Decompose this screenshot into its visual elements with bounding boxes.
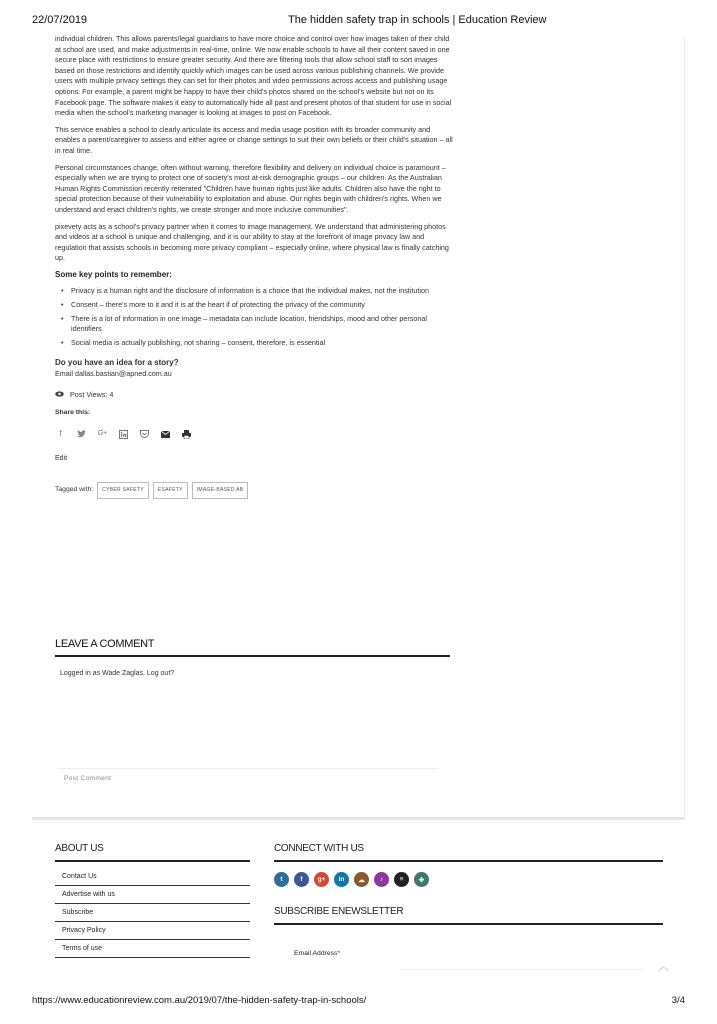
email-address-label [294, 950, 340, 957]
post-views [55, 390, 455, 401]
pocket-share-icon[interactable] [139, 429, 150, 440]
subscribe-heading: SUBSCRIBE ENEWSLETTER [274, 906, 663, 925]
list-item: • Consent – there's more to it and it is at the heart if of protecting the privacy of the community [65, 300, 455, 311]
share-label: Share this: [55, 409, 91, 417]
print-date: 22/07/2019 [32, 14, 88, 26]
footer-link-terms[interactable]: Terms of use [55, 940, 250, 958]
footer-link-subscribe[interactable]: Subscribe [55, 904, 250, 922]
key-points-list [55, 286, 455, 348]
print-footer [32, 995, 685, 1006]
twitter-icon[interactable]: t [274, 872, 289, 887]
eye-icon [55, 390, 64, 401]
connect-column [274, 843, 663, 887]
stitcher-icon[interactable]: ≡ [394, 872, 409, 887]
subscribe-column [274, 906, 663, 925]
linkedin-icon[interactable]: in [334, 872, 349, 887]
print-title: The hidden safety trap in schools | Education Review [288, 14, 547, 26]
story-idea [55, 358, 455, 379]
list-item: • There is a lot of information in one image – metadata can include location, friendships, mood and other personal identifiers [65, 314, 455, 335]
tags-row [55, 482, 455, 499]
soundcloud-icon[interactable]: ☁ [354, 872, 369, 887]
logged-in-text[interactable]: Logged in as Wade Zaglas. Log out? [60, 670, 175, 677]
social-icons [274, 872, 663, 887]
comment-textarea[interactable] [58, 690, 438, 769]
list-item: • Privacy is a human right and the disclosure of information is a choice that the individual makes, not the institution [65, 286, 455, 297]
key-points-heading: Some key points to remember: [55, 269, 172, 279]
about-us-heading: ABOUT US [55, 843, 250, 862]
about-us-column [55, 843, 250, 958]
email-label-text: Email Address [294, 950, 338, 957]
google-plus-icon[interactable]: g+ [314, 872, 329, 887]
content-border [684, 36, 685, 816]
page-number: 3/4 [671, 995, 685, 1006]
footer-link-privacy[interactable]: Privacy Policy [55, 922, 250, 940]
facebook-share-icon[interactable]: f [59, 429, 62, 439]
story-heading: Do you have an idea for a story? [55, 358, 179, 368]
print-header [32, 14, 685, 28]
story-email-link[interactable]: Email dallas.bastian@apned.com.au [55, 369, 172, 379]
email-share-icon[interactable] [160, 429, 171, 440]
edit-link[interactable]: Edit [55, 454, 68, 462]
rss-icon[interactable]: ✚ [414, 872, 429, 887]
itunes-icon[interactable]: ♪ [374, 872, 389, 887]
twitter-share-icon[interactable] [76, 429, 87, 440]
print-url: https://www.educationreview.com.au/2019/07/the-hidden-safety-trap-in-schools/ [32, 995, 367, 1006]
tag-link[interactable]: CYBER SAFETY [97, 482, 149, 499]
tag-link[interactable]: ESAFETY [153, 482, 188, 499]
print-share-icon[interactable] [181, 429, 192, 440]
leave-comment-heading: LEAVE A COMMENT [55, 638, 450, 657]
google-plus-share-icon[interactable]: G+ [97, 430, 108, 438]
tag-link[interactable]: IMAGE-BASED AB [192, 482, 249, 499]
linkedin-share-icon[interactable] [118, 429, 129, 440]
chevron-up-icon[interactable]: ︿ [658, 961, 669, 973]
comment-section-header [55, 638, 450, 657]
post-views-text: Post Views: 4 [70, 389, 114, 399]
list-item: • Social media is actually publishing, not sharing – consent, therefore, is essential [65, 338, 455, 349]
tagged-label: Tagged with: [55, 486, 94, 494]
footer-divider [32, 817, 685, 820]
article-paragraph: pixevety acts as a school's privacy partner when it comes to image management. We understand that administering photos and videos at a school is unique and challenging, and it is our ability to stay at the forefront of image privacy law and regulation that assists schools in becoming more privacy compliant – especially online, where physical law is finally catching up. [55, 221, 449, 263]
connect-heading: CONNECT WITH US [274, 843, 663, 862]
share-buttons [55, 429, 455, 440]
footer-link-contact[interactable]: Contact Us [55, 868, 250, 886]
article-paragraph: individual children. This allows parents/legal guardians to have more choice and control over how images taken of their child at school are used, and make adjustments in real-time, online. We now enable schools to have all their content saved in one secure place with restrictions to ensure greater security. And there are filtering tools that allow school staff to sort images based on those restrictions and identify quickly which images can be used across various publishing channels. We provide users with multiple privacy settings they can set for their photos and video permissions across access and publishing usage options. For example, a parent might be happy to have their child's photos shared on the school's website but not on its Facebook page. The software makes it easy to automatically hide all past and present photos of that student for use in social media when the school's marketing manager is looking at images to post on Facebook. [55, 34, 452, 118]
article-body [55, 34, 455, 499]
about-links [55, 868, 250, 958]
post-comment-button[interactable]: Post Comment [64, 775, 112, 782]
email-input[interactable] [400, 965, 642, 970]
required-marker: * [337, 950, 341, 957]
article-paragraph: Personal circumstances change, often without warning, therefore flexibility and delivery on individual choice is paramount – especially when we are trying to protect one of society's most at-risk demographic groups – our children. As the Australian Human Rights Commission recently reiterated "Children have human rights just like adults. Children also have the right to special protection because of their vulnerability to exploitation and abuse. Our rights begin with children's rights. When we understand and enact children's rights, we create stronger and more inclusive communities". [55, 162, 446, 214]
article-paragraph: This service enables a school to clearly articulate its access and media usage position with its broader community and enables a parent/caregiver to assess and either agree or change settings to suit their own beliefs or their child's situation – all in real time. [55, 124, 453, 155]
footer-link-advertise[interactable]: Advertise with us [55, 886, 250, 904]
facebook-icon[interactable]: f [294, 872, 309, 887]
